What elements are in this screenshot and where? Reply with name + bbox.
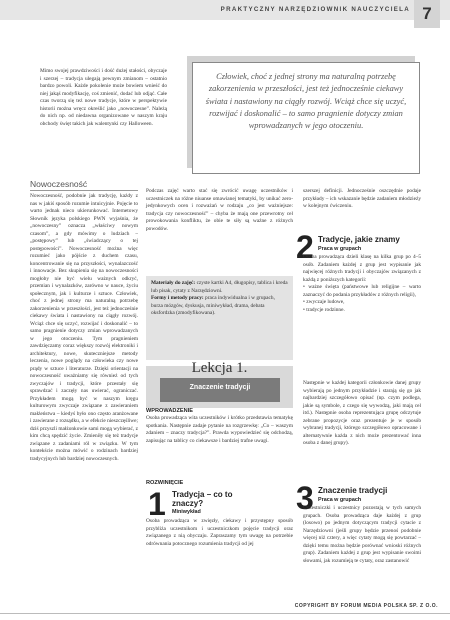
intro-body: [146, 415, 293, 445]
left-section-text: Nowoczesność, podobnie jak tradycję, każdy z nas w jakiś sposób rozumie intuicyjnie. Pojęcie to warto jednak nieco ukierunkować. Internetowy Słownik języka polskiego PWN wyjaśnia, że „nowoczesny” oznacza „właściwy nowym czasom”, a gdy mówimy o ludziach – „postępowy” lub „świadczący o tej postępowości”. Nowoczesność można więc rozumieć jako pójście z duchem czasu, koncentrowanie się na przyszłości, wynalazczość i innowacje. Bez skupienia się na nowoczesności mogłoby nie być wielu ważnych odkryć, przemian i wynalazków, zarówno w nauce, życiu społecznym, jak i kulturze i sztuce. Człowiek, choć z jednej strony ma naturalną potrzebę zakorzenienia w przeszłości, jest też jednocześnie ciekawy świata i nastawiony na ciągły rozwój. Wciąż chce się uczyć, rozwijać i doskonalić – to samo pragnienie dotyczy zmian wprowadzanych w jego otoczeniu. Tym pragnieniem zawdzięczamy coraz większy rozwój elektroniki i architektury, nowe, skuteczniejsze metody leczenia, nowe poglądy na człowieka czy nowe prądy w sztuce i literaturze. Dzięki orientacji na nowoczesność uważniamy się również od tych zwyczajów i tradycji, które przestały się sprawdzać i zaczęły nas uwierać, ograniczać. Przykładem mogą być w naszym kręgu kulturowym zwyczaje związane z zawieraniem małżeństwa – kiedyś było ono często aranżowane i zawierane z rozsądku, a w efekcie nieszczęśliwe; dziś przyszli małżonkowie sami mogą wybierać, z kim chcą spędzić życie. Zmieniły się też tradycje związane z zadaniami ról w związku. W tym kontekście można mówić o rodzinach bardziej tradycyjnych lub bardziej nowoczesnych.: [30, 193, 138, 462]
right-intro: [303, 188, 421, 211]
bullet-item: • zwyczaje ludowe,: [303, 299, 345, 305]
intro-body-text: Osoba prowadząca wita uczestników i krótko przedstawia tematykę spotkania. Następnie zadaje pytanie na rozgrzewkę: „Co – waszym zdaniem – znaczy tradycja?”. Prawda wypowiedzieć się odchodzą, zapisując na tablicy co ciekawsze i bardziej trafne uwagi.: [146, 415, 293, 444]
step-number-2: 2: [296, 229, 314, 265]
methods-label: Formy i metody pracy:: [151, 295, 204, 301]
step-body-2-text: Osoba prowadząca dzieli klasę na kilka grup po 4–5 osób. Zadaniem każdej z grup jest wypisanie jak najwięcej różnych tradycji i obyczajów związanych z każdą z poniższych kategorii:: [303, 254, 421, 283]
step-title-3: Znaczenie tradycji: [318, 486, 388, 495]
footer-rule: [0, 613, 450, 614]
lesson-subtitle: Znaczenie tradycji: [189, 384, 251, 391]
bullet-item: • ważne święta (państwowe lub religijne – warto zaznaczyć do podania przykładów z różnych religii),: [303, 284, 421, 298]
header-title: PRAKTYCZNY NARZĘDZIOWNIK NAUCZYCIELA: [220, 6, 410, 13]
development-heading: ROZWINIĘCIE: [146, 480, 184, 486]
step-sub-3: Praca w grupach: [318, 497, 362, 503]
middle-intro: [146, 188, 293, 233]
materials-text: czyste kartki A4, długopisy, tablica i kreda lub pisak, cytaty z Narzędziowni.: [151, 280, 288, 294]
materials-label: Materiały do zajęć:: [151, 280, 196, 286]
step-title-2: Tradycje, jakie znamy: [318, 235, 400, 244]
intro-heading: WPROWADZENIE: [146, 408, 193, 414]
step-number-3: 3: [296, 480, 314, 516]
lesson-title: Lekcja 1.: [191, 360, 248, 376]
materials-box: [146, 276, 293, 360]
middle-intro-text: Podczas zajęć warto stać się zwrócić uwagę uczestników i uczestniczek na różne niuanse omawianej tematyki, by unikać zero-jedynkowych ocen i rozważań w rodzaju „co jest ważniejsze: tradycja czy nowoczesność” – chyba że mają one przewrotny cel prowokowania konfliktu, że obie te siły są ważne z różnych powodów.: [146, 188, 293, 232]
right-intro-text: szerszej definicji. Jednocześnie oszczędnie podaje przykłady – ich wskazanie będzie zadaniem młodzieży w kolejnym ćwiczeniu.: [303, 188, 421, 209]
step-body-1: [146, 518, 293, 548]
step-body-3: [303, 505, 421, 599]
left-intro-text: Mimo swojej prawdziwości i dość dużej stałości, obyczaje i szerzej – tradycja ulegają pewnym zmianom – ostatnio bardzo powoli. Każde pokolenie może bowiem wnieść do niej jakąś modyfikację, coś zmienić, dodać lub odjąć. Całe czas tworzą się też nowe tradycje, które w perspektywie historii można wręcz określić jako „nowoczesne”. Należą do nich np. od niedawna organizowane w naszym kraju obchody święt takich jak walentynki czy Halloween.: [40, 68, 167, 127]
page-number: 7: [414, 0, 440, 28]
section-rule: [30, 190, 138, 191]
step-after-2-text: Następnie w każdej kategorii członkowie danej grupy wybierają po jednym przykładzie i starają się go jak najbardziej szczegółowo opisać (np. czym podlega, jakie są symbole, z czego się wywodzą, jaki mają cel itd.). Następnie osoba reprezentująca grupę odczytuje zebrane propozycje oraz prezentuje je w sposób wybranej tradycji, którego szczegółowo opracowane i alternatywnie każda z nich może prezentować inna osoba z danej grupy).: [303, 380, 421, 446]
section-heading: Nowoczesność: [30, 179, 88, 189]
step-body-1-text: Osoba prowadząca w zwięzły, ciekawy i przystępny sposób przybliża uczestnikom i uczestniczkom pojęcie tradycji oraz związanego z nią obyczaju. Zapraszamy tym uwagę na potrzebie odrównania potocznego rozumienia tradycji od jej: [146, 518, 293, 547]
step-after-2: [303, 380, 421, 448]
pull-quote: Człowiek, choć z jednej strony ma naturalną potrzebę zakorzenienia w przeszłości, jest też jednocześnie ciekawy świata i nastawiony na ciągły rozwój. Wciąż chce się uczyć, rozwijać i doskonalić – to samo pragnienie dotyczy zmian wprowadzanych w jego otoczeniu.: [192, 62, 420, 174]
left-intro: [40, 68, 167, 128]
left-section-body: [30, 193, 138, 593]
step-body-2: [303, 254, 421, 314]
step-sub-2: Praca w grupach: [318, 246, 362, 252]
step-body-3-text: Uczestniczki i uczestnicy pozostają w tych samych grupach. Osoba prowadząca daje każdej z grup (losowo) po jednym dotyczącym tradycji cytacie z Narzędziowni (jeśli grupy będzie przenoś podobnie więcej niż cztery, a więc cytaty mogą się powtarzać – dzięki temu można będzie porównać wnioski różnych grup). Zadaniem każdej z grup jest wypisanie swoimi słowami, jak rozumieją te cytaty, oraz zastanowić: [303, 505, 421, 564]
step-number-1: 1: [148, 486, 166, 522]
methods-text: praca indywidualna i w grupach, burza mózgów, dyskusja, miniwykład, drama, debata oksfordzka (zmodyfikowana).: [151, 295, 275, 316]
footer-copyright: COPYRIGHT BY FORUM MEDIA POLSKA SP. Z O.O.: [294, 603, 438, 609]
step-title-1: Tradycja – co to znaczy?: [172, 490, 233, 508]
bullet-item: • tradycje rodzinne.: [303, 306, 345, 313]
step-sub-1: Miniwykład: [172, 509, 201, 515]
